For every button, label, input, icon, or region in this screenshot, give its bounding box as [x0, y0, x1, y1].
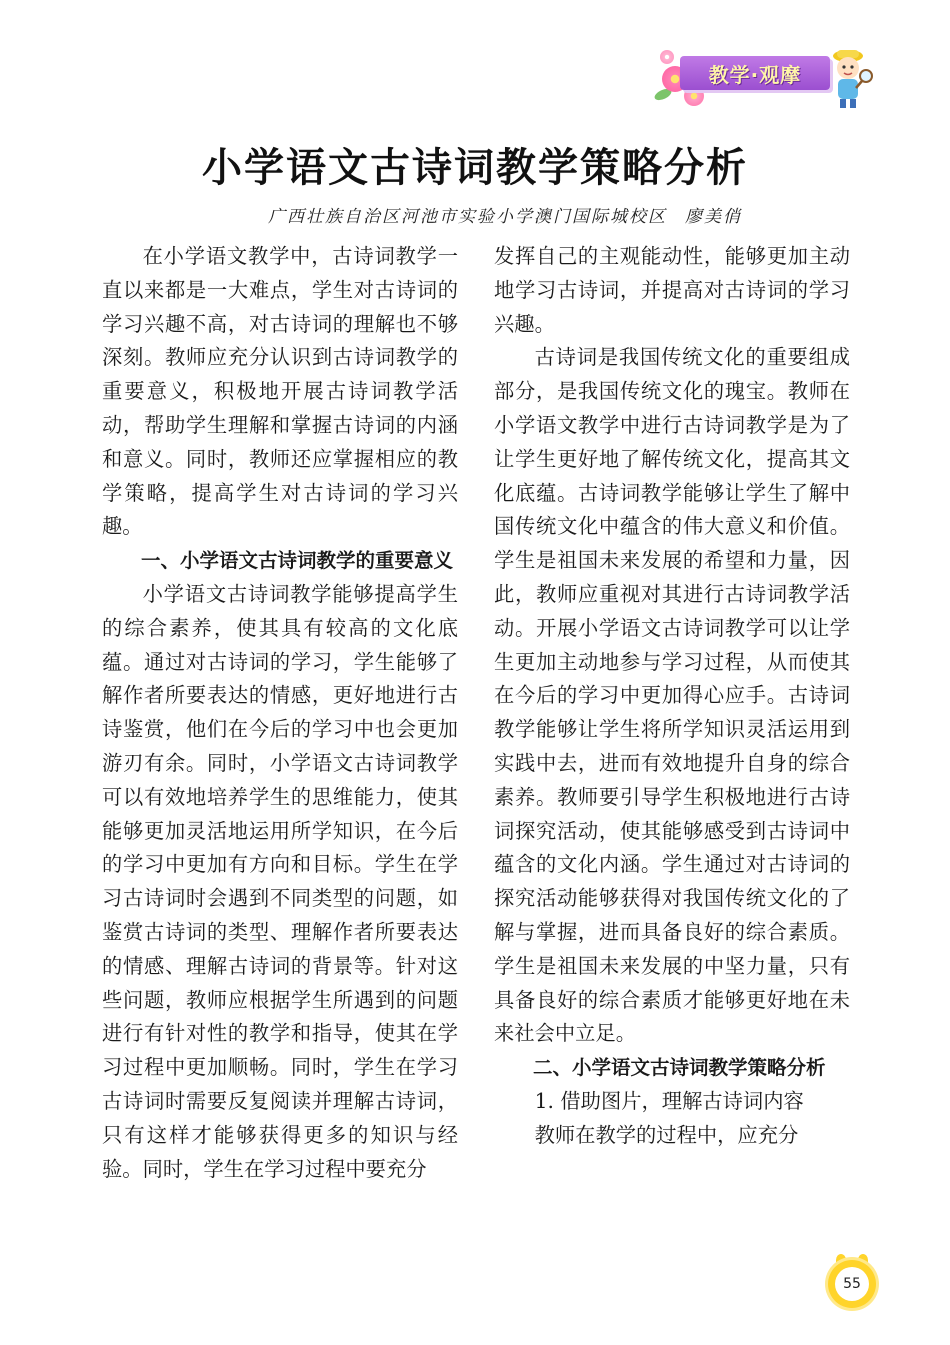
cartoon-kid-magnifier-icon: [828, 46, 874, 110]
section-1-paragraph: 小学语文古诗词教学能够提高学生的综合素养，使其具有较高的文化底蕴。通过对古诗词的学习，学生能够了解作者所要表达的情感，更好地进行古诗鉴赏，他们在今后的学习中也会更加游刃有余。同时，小学语文古诗词教学可以有效地培养学生的思维能力，使其能够更加灵活地运用所学知识，在今后的学习中更加有方向和目标。学生在学习古诗词时会遇到不同类型的问题，如鉴赏古诗词的类型、理解作者所要表达的情感、理解古诗词的背景等。针对这些问题，教师应根据学生所遇到的问题进行有针对性的教学和指导，使其在学习过程中更加顺畅。同时，学生在学习古诗词时需要反复阅读并理解古诗词，只有这样才能够获得更多的知识与经验。同时，学生在学习过程中要充分: [102, 581, 458, 1181]
page-number-badge: [818, 1252, 882, 1316]
intro-paragraph: 在小学语文教学中，古诗词教学一直以来都是一大难点，学生对古诗词的学习兴趣不高，对古诗词的理解也不够深刻。教师应充分认识到古诗词教学的重要意义，积极地开展古诗词教学活动，帮助学生理解和掌握古诗词的内涵和意义。同时，教师还应掌握相应的教学策略，提高学生对古诗词的学习兴趣。: [102, 244, 458, 539]
column-badge: [660, 46, 890, 116]
author-affiliation: 广西壮族自治区河池市实验小学澳门国际城校区: [268, 207, 667, 227]
subsection-heading-1: 1. 借助图片，理解古诗词内容: [534, 1088, 804, 1113]
column-label: 教学·观摩: [708, 62, 802, 87]
section-heading-1: 一、小学语文古诗词教学的重要意义: [141, 549, 454, 573]
subsection-1-paragraph: 教师在教学的过程中，应充分: [534, 1122, 799, 1147]
article-title: 小学语文古诗词教学策略分析: [202, 145, 748, 191]
left-column: [102, 240, 458, 1186]
section-1-paragraph-2: 古诗词是我国传统文化的重要组成部分，是我国传统文化的瑰宝。教师在小学语文教学中进行古诗词教学是为了让学生更好地了解传统文化，提高其文化底蕴。古诗词教学能够让学生了解中国传统文化中蕴含的伟大意义和价值。学生是祖国未来发展的希望和力量，因此，教师应重视对其进行古诗词教学活动。开展小学语文古诗词教学可以让学生更加主动地参与学习过程，从而使其在今后的学习中更加得心应手。古诗词教学能够让学生将所学知识灵活运用到实践中去，进而有效地提升自身的综合素养。教师要引导学生积极地进行古诗词探究活动，使其能够感受到古诗词中蕴含的文化内涵。学生通过对古诗词的探究活动能够获得对我国传统文化的了解与掌握，进而具备良好的综合素质。学生是祖国未来发展的中坚力量，只有具备良好的综合素质才能够更好地在未来社会中立足。: [494, 345, 850, 1046]
continued-paragraph: 发挥自己的主观能动性，能够更加主动地学习古诗词，并提高对古诗词的学习兴趣。: [494, 244, 850, 336]
page-number: 55: [835, 1267, 869, 1301]
author-name: 廖美俏: [685, 207, 742, 227]
flower-icon: [660, 50, 674, 64]
byline: [268, 202, 742, 227]
right-column: [494, 240, 850, 1153]
column-banner: [680, 56, 830, 90]
section-heading-2: 二、小学语文古诗词教学策略分析: [533, 1056, 826, 1080]
